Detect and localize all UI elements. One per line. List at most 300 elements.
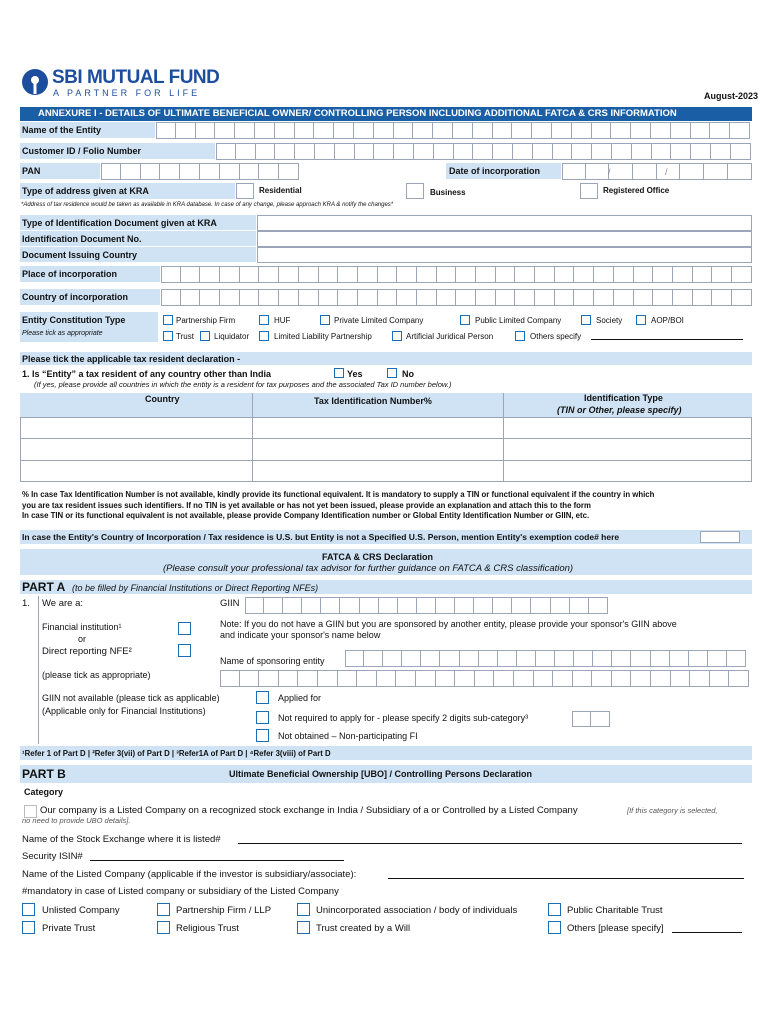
char-box[interactable]	[161, 266, 181, 283]
char-box[interactable]	[631, 650, 650, 667]
char-box[interactable]	[379, 597, 398, 614]
char-box[interactable]	[731, 143, 751, 160]
char-box[interactable]	[295, 122, 315, 139]
char-box[interactable]	[181, 266, 201, 283]
char-box[interactable]	[334, 122, 354, 139]
char-box[interactable]	[374, 143, 394, 160]
others-checkbox[interactable]	[515, 331, 525, 341]
us-exemption-line: In case the Entity's Country of Incorporation / Tax residence is U.S. but Entity is not a Specified U.S. Person, mention Entity's exemption code# here	[22, 532, 620, 542]
char-box[interactable]	[594, 266, 614, 283]
registered-office-checkbox[interactable]	[580, 183, 598, 199]
char-box[interactable]	[264, 597, 283, 614]
form-date: August-2023	[704, 91, 759, 101]
char-box[interactable]	[515, 289, 535, 306]
char-box[interactable]	[553, 670, 573, 687]
char-box[interactable]	[338, 266, 358, 283]
doi-label: Date of incorporation	[449, 166, 541, 176]
char-box[interactable]	[279, 670, 299, 687]
applied-for-checkbox[interactable]	[256, 691, 269, 704]
char-box[interactable]	[374, 122, 394, 139]
char-box[interactable]	[493, 122, 513, 139]
char-box[interactable]	[141, 163, 161, 180]
char-box[interactable]	[517, 650, 536, 667]
char-box[interactable]	[397, 266, 417, 283]
char-box[interactable]	[360, 597, 379, 614]
char-box[interactable]	[437, 289, 457, 306]
char-box[interactable]	[673, 289, 693, 306]
opt-public-ltd: Public Limited Company	[475, 316, 562, 325]
char-box[interactable]	[612, 650, 631, 667]
tax-yes-checkbox[interactable]	[334, 368, 344, 378]
place-input[interactable]	[161, 266, 752, 283]
char-box[interactable]	[176, 122, 196, 139]
entity-name-input[interactable]	[156, 122, 750, 139]
business-checkbox[interactable]	[406, 183, 424, 199]
char-box[interactable]	[592, 122, 612, 139]
char-box[interactable]	[161, 289, 181, 306]
opt-others-specify: Others [please specify]	[567, 923, 664, 934]
char-box[interactable]	[592, 670, 612, 687]
parta-divider	[38, 596, 39, 744]
char-box[interactable]	[240, 266, 260, 283]
tax-no-checkbox[interactable]	[387, 368, 397, 378]
partnership-llp-checkbox[interactable]	[157, 903, 170, 916]
char-box[interactable]	[355, 143, 375, 160]
trust-will-checkbox[interactable]	[297, 921, 310, 934]
char-box[interactable]	[354, 122, 374, 139]
char-box[interactable]	[215, 122, 235, 139]
char-box[interactable]	[689, 650, 708, 667]
char-box[interactable]	[673, 266, 693, 283]
char-box[interactable]	[216, 143, 236, 160]
char-box[interactable]	[475, 670, 495, 687]
opt-aop-boi: AOP/BOI	[651, 316, 684, 325]
entity-name-label: Name of the Entity	[22, 125, 102, 135]
char-box[interactable]	[594, 289, 614, 306]
char-box[interactable]	[562, 163, 586, 180]
char-box[interactable]	[691, 143, 711, 160]
char-box[interactable]	[632, 143, 652, 160]
private-ltd-checkbox[interactable]	[320, 315, 330, 325]
char-box[interactable]	[314, 122, 334, 139]
char-box[interactable]	[572, 122, 592, 139]
stock-exchange-input[interactable]	[238, 843, 742, 844]
char-box[interactable]	[634, 289, 654, 306]
char-box[interactable]	[476, 289, 496, 306]
char-box[interactable]	[555, 650, 574, 667]
char-box[interactable]	[377, 670, 397, 687]
private-trust-checkbox[interactable]	[22, 921, 35, 934]
char-box[interactable]	[275, 122, 295, 139]
char-box[interactable]	[474, 597, 493, 614]
char-box[interactable]	[653, 289, 673, 306]
nfe-checkbox[interactable]	[178, 644, 191, 657]
not-required-checkbox[interactable]	[256, 711, 269, 724]
char-box[interactable]	[670, 650, 689, 667]
char-box[interactable]	[729, 670, 749, 687]
char-box[interactable]	[710, 122, 730, 139]
char-box[interactable]	[255, 122, 275, 139]
char-box[interactable]	[453, 122, 473, 139]
char-box[interactable]	[298, 670, 318, 687]
giin-na-label: GIIN not available (please tick as applicable)	[42, 693, 220, 703]
char-box[interactable]	[414, 143, 434, 160]
char-box[interactable]	[200, 266, 220, 283]
not-obtained-checkbox[interactable]	[256, 729, 269, 742]
fatca-subtitle: (Please consult your professional tax advisor for further guidance on FATCA & CRS classification)	[163, 563, 574, 574]
tick-note: (please tick as appropriate)	[42, 670, 151, 680]
char-box[interactable]	[279, 163, 299, 180]
char-box[interactable]	[653, 266, 673, 283]
char-box[interactable]	[220, 670, 240, 687]
registered-office-label: Registered Office	[603, 186, 670, 195]
char-box[interactable]	[712, 266, 732, 283]
place-label: Place of incorporation	[22, 269, 118, 279]
char-box[interactable]	[593, 650, 612, 667]
char-box[interactable]	[553, 143, 573, 160]
char-box[interactable]	[340, 597, 359, 614]
tax-yes-label: Yes	[347, 369, 363, 379]
listed-company-label: Our company is a Listed Company on a recognized stock exchange in India / Subsidiary of a or Controlled by a Listed Company	[40, 805, 578, 816]
partb-subtitle: Ultimate Beneficial Ownership [UBO] / Controlling Persons Declaration	[229, 769, 533, 779]
col-tin: Tax Identification Number%	[314, 396, 432, 406]
char-box[interactable]	[473, 122, 493, 139]
others-specify-checkbox[interactable]	[548, 921, 561, 934]
col-idtype: Identification Type	[584, 393, 663, 403]
char-box[interactable]	[551, 597, 570, 614]
business-label: Business	[430, 188, 466, 197]
tax-row-divider-2	[20, 460, 752, 461]
char-box[interactable]	[708, 650, 727, 667]
char-box[interactable]	[652, 143, 672, 160]
residential-checkbox[interactable]	[236, 183, 254, 199]
char-box[interactable]	[398, 597, 417, 614]
char-box[interactable]	[651, 670, 671, 687]
char-box[interactable]	[710, 670, 730, 687]
subcategory-input[interactable]	[572, 711, 610, 727]
fi-checkbox[interactable]	[178, 622, 191, 635]
char-box[interactable]	[631, 670, 651, 687]
char-box[interactable]	[493, 143, 513, 160]
tax-heading: Please tick the applicable tax resident declaration -	[22, 354, 241, 364]
char-box[interactable]	[338, 289, 358, 306]
char-box[interactable]	[394, 143, 414, 160]
char-box[interactable]	[711, 143, 731, 160]
char-box[interactable]	[437, 266, 457, 283]
doi-input[interactable]	[562, 163, 752, 180]
parta-subtitle: (to be filled by Financial Institutions or Direct Reporting NFEs)	[72, 583, 319, 593]
others-specify-line[interactable]	[591, 339, 743, 340]
isin-input[interactable]	[90, 860, 344, 861]
char-box[interactable]	[515, 266, 535, 283]
char-box[interactable]	[727, 650, 746, 667]
char-box[interactable]	[712, 289, 732, 306]
mandatory-note: #mandatory in case of Listed company or subsidiary of the Listed Company	[22, 886, 339, 897]
char-box[interactable]	[156, 122, 176, 139]
char-box[interactable]	[473, 143, 493, 160]
char-box[interactable]	[614, 289, 634, 306]
tin-note-3: In case TIN or its functional equivalent is not available, please provide Company Identification number or Global Entity Identification Number or GIIN, etc.	[22, 511, 590, 520]
char-box[interactable]	[732, 289, 752, 306]
char-box[interactable]	[535, 266, 555, 283]
char-box[interactable]	[440, 650, 459, 667]
char-box[interactable]	[235, 122, 255, 139]
char-box[interactable]	[614, 266, 634, 283]
char-box[interactable]	[612, 143, 632, 160]
char-box[interactable]	[434, 143, 454, 160]
opt-unincorporated: Unincorporated association / body of individuals	[316, 905, 518, 916]
char-box[interactable]	[634, 266, 654, 283]
char-box[interactable]	[319, 289, 339, 306]
aop-boi-checkbox[interactable]	[636, 315, 646, 325]
char-box[interactable]	[196, 122, 216, 139]
char-box[interactable]	[690, 670, 710, 687]
char-box[interactable]	[533, 143, 553, 160]
char-box[interactable]	[555, 289, 575, 306]
char-box[interactable]	[671, 670, 691, 687]
char-box[interactable]	[181, 289, 201, 306]
char-box[interactable]	[279, 289, 299, 306]
religious-trust-checkbox[interactable]	[157, 921, 170, 934]
char-box[interactable]	[397, 289, 417, 306]
char-box[interactable]	[671, 143, 691, 160]
char-box[interactable]	[456, 289, 476, 306]
giin-input[interactable]	[245, 597, 608, 614]
char-box[interactable]	[240, 289, 260, 306]
char-box[interactable]	[180, 163, 200, 180]
char-box[interactable]	[496, 266, 516, 283]
char-box[interactable]	[240, 163, 260, 180]
sponsor-input-2[interactable]	[220, 670, 749, 687]
char-box[interactable]	[283, 597, 302, 614]
char-box[interactable]	[259, 163, 279, 180]
residential-label: Residential	[259, 186, 302, 195]
char-box[interactable]	[574, 266, 594, 283]
char-box[interactable]	[345, 650, 364, 667]
char-box[interactable]	[394, 122, 414, 139]
char-box[interactable]	[591, 711, 610, 727]
char-box[interactable]	[101, 163, 121, 180]
parta-title: PART A	[22, 580, 66, 594]
char-box[interactable]	[572, 143, 592, 160]
char-box[interactable]	[535, 289, 555, 306]
parta-num: 1.	[22, 598, 30, 609]
char-box[interactable]	[358, 266, 378, 283]
partb-title: PART B	[22, 767, 66, 781]
char-box[interactable]	[302, 597, 321, 614]
char-box[interactable]	[200, 163, 220, 180]
id-no-input[interactable]	[257, 231, 752, 247]
char-box[interactable]	[240, 670, 260, 687]
issuing-country-input[interactable]	[257, 247, 752, 263]
char-box[interactable]	[728, 163, 752, 180]
char-box[interactable]	[657, 163, 681, 180]
char-box[interactable]	[357, 670, 377, 687]
char-box[interactable]	[611, 122, 631, 139]
address-note: *Address of tax residence would be taken as available in KRA database. In case of any change, please approach KRA & notify the changes*	[21, 202, 394, 208]
tax-table-body[interactable]	[20, 417, 752, 482]
sponsor-input[interactable]	[345, 650, 746, 667]
char-box[interactable]	[552, 122, 572, 139]
char-box[interactable]	[512, 597, 531, 614]
issuing-country-label: Document Issuing Country	[22, 250, 138, 260]
char-box[interactable]	[555, 266, 575, 283]
char-box[interactable]	[299, 266, 319, 283]
liquidator-checkbox[interactable]	[200, 331, 210, 341]
char-box[interactable]	[592, 143, 612, 160]
char-box[interactable]	[279, 266, 299, 283]
char-box[interactable]	[121, 163, 141, 180]
char-box[interactable]	[536, 650, 555, 667]
unlisted-company-checkbox[interactable]	[22, 903, 35, 916]
char-box[interactable]	[318, 670, 338, 687]
exemption-code-input[interactable]	[700, 531, 740, 543]
listed-note: [If this category is selected,	[627, 806, 718, 815]
tax-col-divider-2	[503, 393, 504, 482]
char-box[interactable]	[671, 122, 691, 139]
date-sep-2: /	[665, 167, 668, 177]
char-box[interactable]	[421, 650, 440, 667]
char-box[interactable]	[338, 670, 358, 687]
id-type-input[interactable]	[257, 215, 752, 231]
char-box[interactable]	[532, 122, 552, 139]
we-are: We are a:	[42, 598, 84, 609]
char-box[interactable]	[493, 597, 512, 614]
char-box[interactable]	[730, 122, 750, 139]
id-type-label: Type of Identification Document given at KRA	[22, 218, 217, 228]
char-box[interactable]	[572, 711, 591, 727]
id-no-label: Identification Document No.	[22, 234, 142, 244]
char-box[interactable]	[574, 650, 593, 667]
char-box[interactable]	[220, 163, 240, 180]
char-box[interactable]	[573, 670, 593, 687]
char-box[interactable]	[416, 670, 436, 687]
char-box[interactable]	[680, 163, 704, 180]
char-box[interactable]	[236, 143, 256, 160]
char-box[interactable]	[295, 143, 315, 160]
char-box[interactable]	[455, 597, 474, 614]
char-box[interactable]	[417, 289, 437, 306]
char-box[interactable]	[494, 670, 514, 687]
listed-company-name-input[interactable]	[388, 878, 744, 879]
char-box[interactable]	[589, 597, 608, 614]
char-box[interactable]	[512, 122, 532, 139]
llp-checkbox[interactable]	[259, 331, 269, 341]
char-box[interactable]	[498, 650, 517, 667]
unincorporated-checkbox[interactable]	[297, 903, 310, 916]
char-box[interactable]	[402, 650, 421, 667]
char-box[interactable]	[378, 289, 398, 306]
society-checkbox[interactable]	[581, 315, 591, 325]
char-box[interactable]	[732, 266, 752, 283]
char-box[interactable]	[454, 143, 474, 160]
char-box[interactable]	[436, 670, 456, 687]
char-box[interactable]	[245, 597, 264, 614]
char-box[interactable]	[299, 289, 319, 306]
others-specify-input[interactable]	[672, 932, 742, 933]
opt-ajp: Artificial Juridical Person	[406, 332, 494, 341]
char-box[interactable]	[436, 597, 455, 614]
partnership-firm-checkbox[interactable]	[163, 315, 173, 325]
char-box[interactable]	[417, 597, 436, 614]
char-box[interactable]	[321, 597, 340, 614]
please-tick-label: Please tick as appropriate	[22, 330, 103, 337]
char-box[interactable]	[275, 143, 295, 160]
char-box[interactable]	[358, 289, 378, 306]
constitution-label: Entity Constitution Type	[22, 315, 126, 325]
char-box[interactable]	[631, 122, 651, 139]
char-box[interactable]	[531, 597, 550, 614]
char-box[interactable]	[383, 650, 402, 667]
char-box[interactable]	[460, 650, 479, 667]
opt-partnership-llp: Partnership Firm / LLP	[176, 905, 272, 916]
tax-question: 1. Is “Entity” a tax resident of any country other than India	[22, 369, 272, 379]
char-box[interactable]	[396, 670, 416, 687]
char-box[interactable]	[586, 163, 610, 180]
char-box[interactable]	[651, 122, 671, 139]
char-box[interactable]	[612, 670, 632, 687]
country-input[interactable]	[161, 289, 752, 306]
char-box[interactable]	[704, 163, 728, 180]
char-box[interactable]	[455, 670, 475, 687]
trust-checkbox[interactable]	[163, 331, 173, 341]
customer-id-input[interactable]	[216, 143, 751, 160]
char-box[interactable]	[633, 163, 657, 180]
char-box[interactable]	[256, 143, 276, 160]
opt-society: Society	[596, 316, 623, 325]
pan-input[interactable]	[101, 163, 299, 180]
char-box[interactable]	[160, 163, 180, 180]
char-box[interactable]	[456, 266, 476, 283]
public-ltd-checkbox[interactable]	[460, 315, 470, 325]
char-box[interactable]	[479, 650, 498, 667]
char-box[interactable]	[433, 122, 453, 139]
char-box[interactable]	[691, 122, 711, 139]
applied-for-label: Applied for	[278, 693, 322, 703]
char-box[interactable]	[259, 289, 279, 306]
char-box[interactable]	[417, 266, 437, 283]
char-box[interactable]	[200, 289, 220, 306]
char-box[interactable]	[534, 670, 554, 687]
huf-checkbox[interactable]	[259, 315, 269, 325]
not-obtained-label: Not obtained – Non-participating FI	[278, 731, 418, 741]
char-box[interactable]	[220, 289, 240, 306]
char-box[interactable]	[259, 266, 279, 283]
char-box[interactable]	[220, 266, 240, 283]
char-box[interactable]	[574, 289, 594, 306]
applicable-fi-label: (Applicable only for Financial Institutions)	[42, 706, 206, 716]
char-box[interactable]	[259, 670, 279, 687]
char-box[interactable]	[609, 163, 633, 180]
char-box[interactable]	[335, 143, 355, 160]
char-box[interactable]	[651, 650, 670, 667]
char-box[interactable]	[514, 670, 534, 687]
char-box[interactable]	[513, 143, 533, 160]
char-box[interactable]	[378, 266, 398, 283]
char-box[interactable]	[693, 266, 713, 283]
ajp-checkbox[interactable]	[392, 331, 402, 341]
char-box[interactable]	[315, 143, 335, 160]
char-box[interactable]	[570, 597, 589, 614]
char-box[interactable]	[319, 266, 339, 283]
char-box[interactable]	[364, 650, 383, 667]
char-box[interactable]	[413, 122, 433, 139]
opt-llp: Limited Liability Partnership	[274, 332, 372, 341]
char-box[interactable]	[693, 289, 713, 306]
char-box[interactable]	[476, 266, 496, 283]
public-charitable-checkbox[interactable]	[548, 903, 561, 916]
char-box[interactable]	[496, 289, 516, 306]
